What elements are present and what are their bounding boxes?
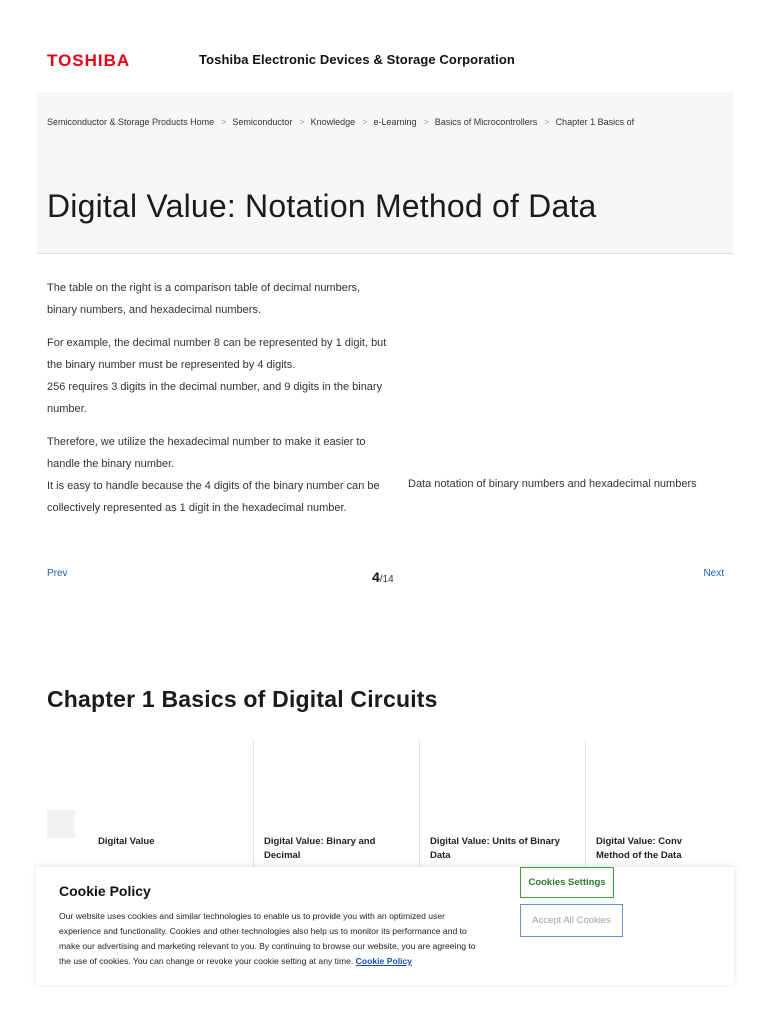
toshiba-logo[interactable]: TOSHIBA xyxy=(47,51,131,70)
paragraph-conclusion xyxy=(47,431,392,519)
article-body xyxy=(47,277,392,530)
paragraph-intro: The table on the right is a comparison table of decimal numbers, binary numbers, and hexadecimal numbers. xyxy=(47,282,361,316)
paragraph-conclusion-line2: It is easy to handle because the 4 digits of the binary number can be collectively represented as 1 digit in the hexadecimal number. xyxy=(47,480,380,514)
page-current: 4 xyxy=(372,569,380,585)
card-thumbnail xyxy=(47,810,75,838)
chapter-card-list xyxy=(47,740,734,868)
breadcrumb-item-chapter[interactable]: Chapter 1 Basics of xyxy=(555,117,635,127)
card-label: Digital Value xyxy=(98,836,155,847)
corporation-name: Toshiba Electronic Devices & Storage Corporation xyxy=(199,52,515,67)
card-divider xyxy=(419,740,420,868)
page-title: Digital Value: Notation Method of Data xyxy=(47,188,597,224)
chapter-card[interactable] xyxy=(253,740,419,868)
paragraph-example xyxy=(47,332,392,420)
breadcrumb xyxy=(47,117,634,127)
breadcrumb-item-knowledge[interactable]: Knowledge xyxy=(310,117,356,127)
page-total: /14 xyxy=(379,574,394,585)
card-label: Digital Value: Units of Binary Data xyxy=(430,836,560,861)
paragraph-conclusion-line1: Therefore, we utilize the hexadecimal number to make it easier to handle the binary number. xyxy=(47,436,366,470)
card-divider xyxy=(585,740,586,868)
chapter-card[interactable] xyxy=(47,740,253,868)
site-header xyxy=(0,0,768,92)
page-hero xyxy=(37,92,734,254)
chevron-right-icon: > xyxy=(544,117,550,127)
chevron-right-icon: > xyxy=(221,117,227,127)
card-label: Digital Value: Binary and Decimal xyxy=(264,836,376,861)
breadcrumb-item-elearning[interactable]: e-Learning xyxy=(373,117,417,127)
chapter-card[interactable] xyxy=(419,740,585,868)
next-link[interactable]: Next xyxy=(703,568,724,579)
cookie-banner xyxy=(36,867,734,985)
chapter-title: Chapter 1 Basics of Digital Circuits xyxy=(47,686,438,712)
breadcrumb-item-semiconductor[interactable]: Semiconductor xyxy=(232,117,293,127)
page-indicator xyxy=(372,569,394,585)
cookie-banner-text xyxy=(59,909,489,969)
cookie-policy-link[interactable]: Cookie Policy xyxy=(355,956,413,966)
chevron-right-icon: > xyxy=(423,117,429,127)
prev-link[interactable]: Prev xyxy=(47,568,68,579)
figure-caption: Data notation of binary numbers and hexadecimal numbers xyxy=(408,478,697,490)
cookie-banner-title: Cookie Policy xyxy=(59,883,151,899)
accept-all-cookies-button[interactable]: Accept All Cookies xyxy=(520,904,623,937)
card-divider xyxy=(253,740,254,868)
breadcrumb-item-home[interactable]: Semiconductor & Storage Products Home xyxy=(47,117,215,127)
chapter-card[interactable] xyxy=(585,740,734,868)
breadcrumb-item-microcontrollers[interactable]: Basics of Microcontrollers xyxy=(434,117,538,127)
cookie-policy-text: Our website uses cookies and similar technologies to enable us to provide you with an optimized user experience and functionality. Cookies and other technologies also help us to monitor its performance and to make our advertising and marketing relevant to you. By continuing to browse our website, you are agreeing to the use of cookies. You can change or revoke your cookie setting at any time. xyxy=(59,911,476,966)
pagination xyxy=(47,566,724,586)
cookies-settings-button[interactable]: Cookies Settings xyxy=(520,867,614,898)
paragraph-example-line1: For example, the decimal number 8 can be represented by 1 digit, but the binary number must be represented by 4 digits. xyxy=(47,337,387,371)
card-label: Digital Value: Conv Method of the Data xyxy=(596,836,683,861)
paragraph-example-line2: 256 requires 3 digits in the decimal number, and 9 digits in the binary number. xyxy=(47,381,383,415)
chevron-right-icon: > xyxy=(362,117,368,127)
chevron-right-icon: > xyxy=(299,117,305,127)
